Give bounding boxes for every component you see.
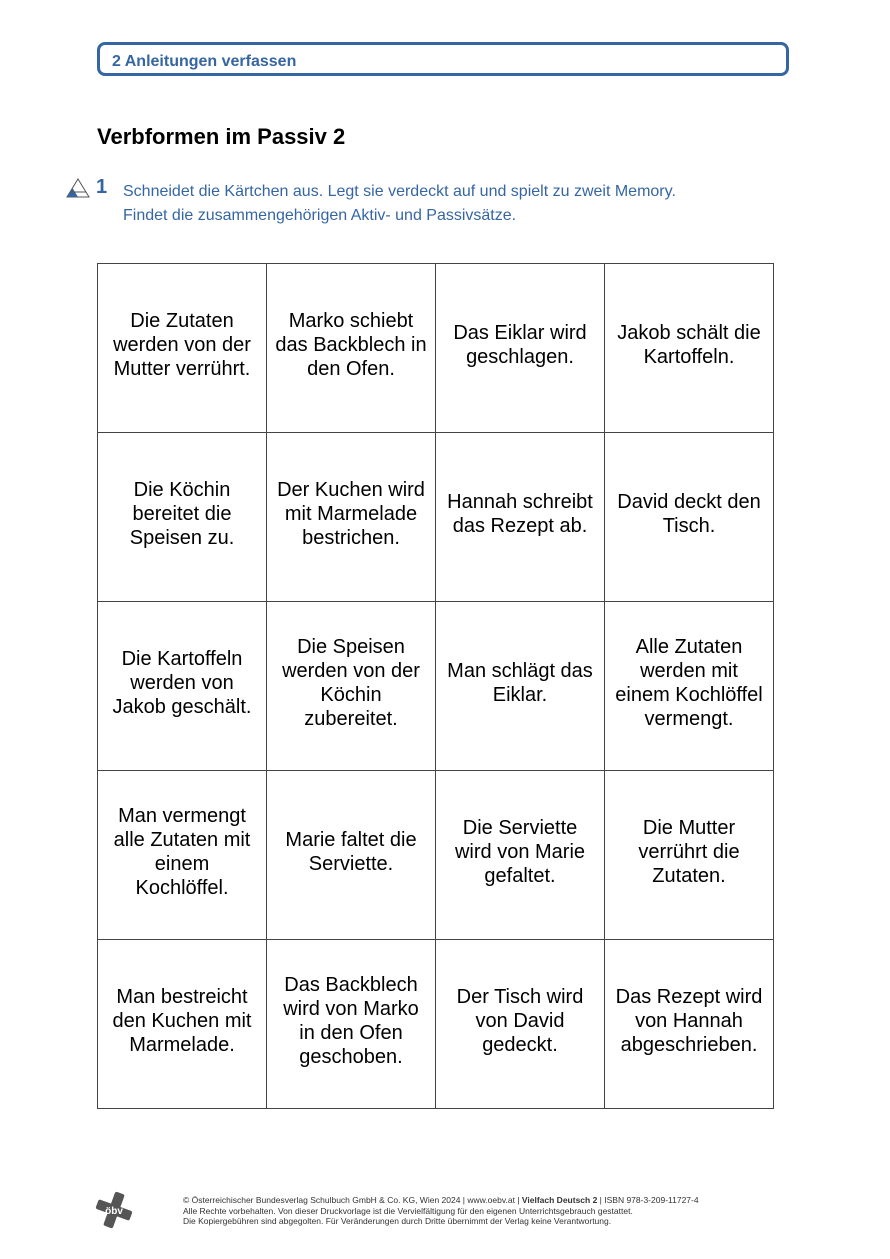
memory-card: Die Köchin bereitet die Speisen zu. [98,433,267,602]
memory-card: Das Rezept wird von Hannah abgeschrieben. [605,940,774,1109]
memory-card: Marko schiebt das Backblech in den Ofen. [267,264,436,433]
triangle-level-icon [66,178,90,198]
memory-card: Die Kartoffeln werden von Jakob geschält. [98,602,267,771]
memory-card: David deckt den Tisch. [605,433,774,602]
card-row [98,264,774,433]
memory-card: Die Serviette wird von Marie gefaltet. [436,771,605,940]
card-row [98,940,774,1109]
memory-card: Die Mutter verrührt die Zutaten. [605,771,774,940]
memory-card: Man bestreicht den Kuchen mit Marmelade. [98,940,267,1109]
task-line-1: Schneidet die Kärtchen aus. Legt sie verdeckt auf und spielt zu zweit Memory. [123,183,676,200]
card-row [98,602,774,771]
memory-card: Der Tisch wird von David gedeckt. [436,940,605,1109]
memory-card-grid [97,263,774,1109]
logo-text: öbv [105,1206,123,1217]
footer-line-3: Die Kopiergebühren sind abgegolten. Für Veränderungen durch Dritte übernimmt der Verlag keine Verantwortung. [183,1216,612,1226]
memory-card: Man schlägt das Eiklar. [436,602,605,771]
footer-line-1: © Österreichischer Bundesverlag Schulbuch GmbH & Co. KG, Wien 2024 | www.oebv.at | Vielfach Deutsch 2 | ISBN 978-3-209-11727-4 [183,1195,699,1205]
oebv-logo [94,1190,134,1230]
memory-card: Die Speisen werden von der Köchin zubereitet. [267,602,436,771]
memory-card: Hannah schreibt das Rezept ab. [436,433,605,602]
footer-copyright [183,1195,699,1227]
memory-card: Jakob schält die Kartoffeln. [605,264,774,433]
memory-card: Alle Zutaten werden mit einem Kochlöffel vermengt. [605,602,774,771]
task-line-2: Findet die zusammengehörigen Aktiv- und Passivsätze. [123,207,517,224]
page-title: Verbformen im Passiv 2 [97,124,346,149]
memory-card: Marie faltet die Serviette. [267,771,436,940]
memory-card: Die Zutaten werden von der Mutter verrührt. [98,264,267,433]
card-row [98,771,774,940]
card-row [98,433,774,602]
task-number: 1 [96,176,108,198]
memory-card: Der Kuchen wird mit Marmelade bestrichen. [267,433,436,602]
task-instructions [123,180,676,228]
memory-card: Das Backblech wird von Marko in den Ofen geschoben. [267,940,436,1109]
chapter-title: 2 Anleitungen verfassen [112,53,297,70]
footer-line-2: Alle Rechte vorbehalten. Von dieser Druckvorlage ist die Vervielfältigung für den eigenen Unterrichtsgebrauch gestattet. [183,1205,633,1216]
memory-card: Man vermengt alle Zutaten mit einem Kochlöffel. [98,771,267,940]
memory-card: Das Eiklar wird geschlagen. [436,264,605,433]
chapter-header [97,42,789,76]
